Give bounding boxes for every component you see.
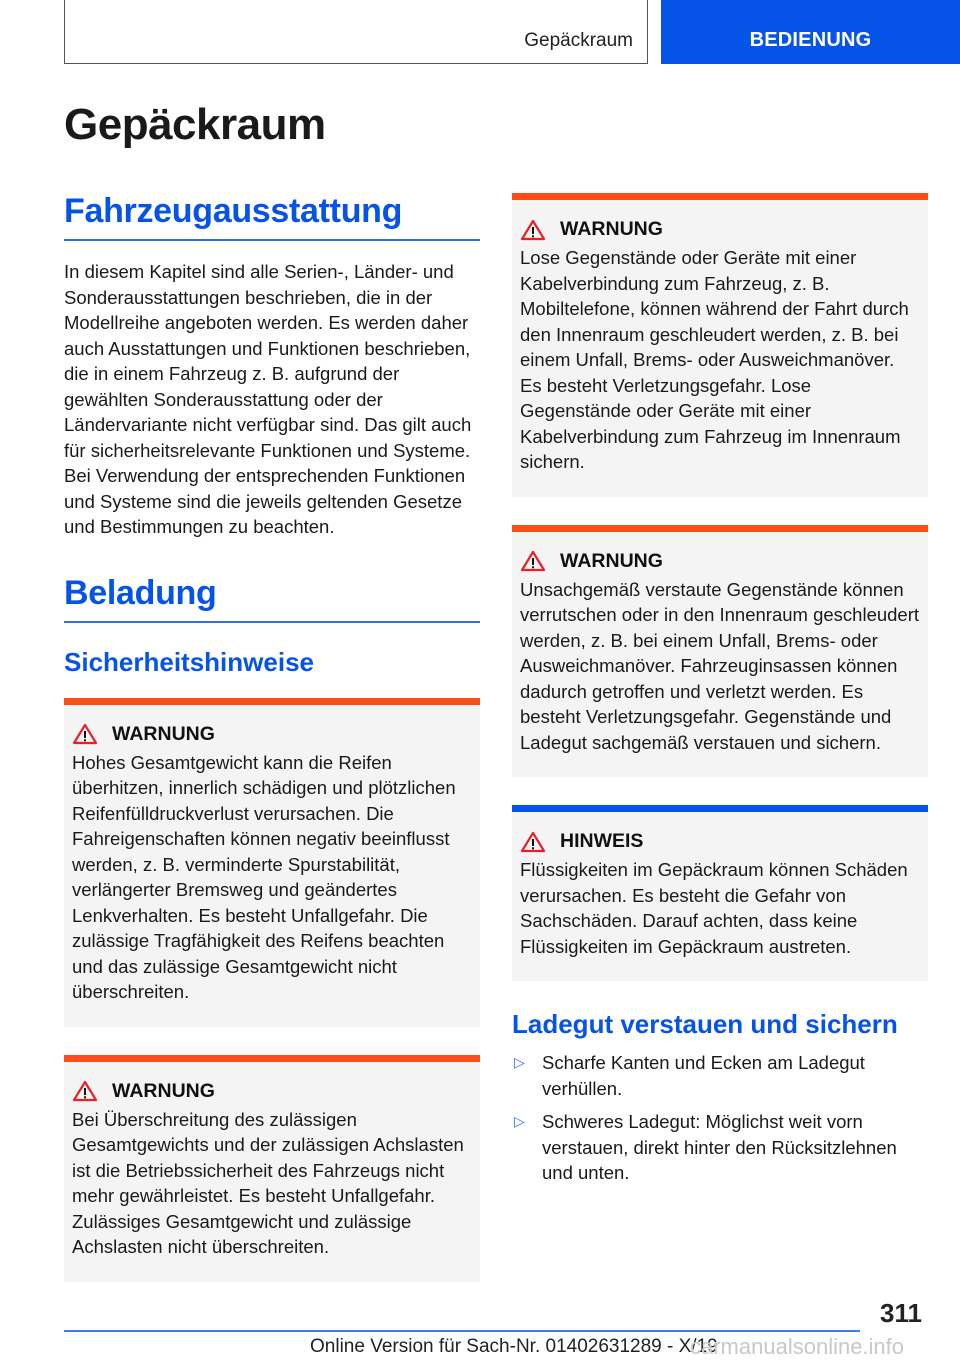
left-column [64, 192, 480, 1282]
warning-text: Hohes Gesamtgewicht kann die Reifen überhitzen, innerlich schädigen und plötzlichen Reifenfülldruckverlust verursachen. Die Fahreigenschaften können negativ beeinflusst werden, z. B. verminderte Spurstabilität, verlängerter Bremsweg und geändertes Lenkverhalten. Es besteht Unfallgefahr. Die zulässige Tragfähigkeit des Reifens beachten und das zulässige Gesamtgewicht nicht überschreiten. [72, 751, 456, 1002]
heading-sicherheitshinweise: Sicherheitshinweise [64, 646, 314, 677]
warning-triangle-icon [72, 1080, 98, 1102]
warning-triangle-icon [520, 550, 546, 572]
footer-text: Online Version für Sach-Nr. 01402631289 - X/19 [310, 1336, 718, 1357]
list-item-text: Scharfe Kanten und Ecken am Ladegut verhüllen. [542, 1052, 865, 1099]
warning-title: WARNUNG [112, 722, 215, 745]
warning-box [64, 698, 480, 1027]
notice-box [512, 805, 928, 981]
header-section-label: Gepäckraum [524, 30, 633, 51]
list-item-text: Schweres Ladegut: Möglichst weit vorn verstauen, direkt hinter den Rücksitzlehnen und unten. [542, 1111, 897, 1183]
bullet-triangle-icon: ▷ [514, 1054, 525, 1070]
warning-box [64, 1055, 480, 1282]
notice-text: Flüssigkeiten im Gepäckraum können Schäden verursachen. Es besteht die Gefahr von Sachschäden. Darauf achten, dass keine Flüssigkeiten im Gepäckraum austreten. [520, 859, 908, 957]
warning-text: Unsachgemäß verstaute Gegenstände können verrutschen oder in den Innenraum geschleudert werden, z. B. bei einem Unfall, Brems- oder Ausweichmanöver. Fahrzeuginsassen können dadurch getroffen und verletzt werden. Es besteht Verletzungsgefahr. Gegenstände und Ladegut sachgemäß verstauen und sichern. [520, 578, 920, 753]
header-chapter-tab [661, 0, 960, 64]
list-item [512, 1050, 928, 1101]
footer-divider [64, 1330, 860, 1332]
heading-ladegut: Ladegut verstauen und sichern [512, 1009, 898, 1039]
page-number: 311 [880, 1298, 922, 1328]
right-column [512, 193, 928, 1194]
warning-triangle-icon [72, 723, 98, 745]
heading-beladung: Beladung [64, 574, 480, 623]
fahrzeugausstattung-text: In diesem Kapitel sind alle Serien-, Länder- und Sonderausstattungen beschrieben, die in der Modellreihe angeboten werden. Es werden daher auch Ausstattungen und Funktionen beschrieben, die in einem Fahrzeug z. B. aufgrund der gewählten Sonderausstattung oder der Ländervariante nicht verfügbar sind. Das gilt auch für sicherheitsrelevante Funktionen und Systeme. Bei Verwendung der entsprechenden Funktionen und Systeme sind die jeweils geltenden Gesetze und Bestimmungen zu beachten. [64, 261, 472, 537]
list-item [512, 1109, 928, 1186]
heading-fahrzeugausstattung: Fahrzeugausstattung [64, 192, 480, 241]
warning-title: WARNUNG [560, 218, 663, 240]
warning-text: Bei Überschreitung des zulässigen Gesamtgewichts und der zulässigen Achslasten ist die Betriebssicherheit des Fahrzeugs nicht mehr gewährleistet. Es besteht Unfallgefahr. Zulässiges Gesamtgewicht und zulässige Achslasten nicht überschreiten. [72, 1108, 464, 1257]
header-section-tab [64, 0, 648, 64]
warning-text: Lose Gegenstände oder Geräte mit einer Kabelverbindung zum Fahrzeug, z. B. Mobiltelefone, können während der Fahrt durch den Innenraum geschleudert werden, z. B. bei einem Unfall, Brems- oder Ausweichmanöver. Es besteht Verletzungsgefahr. Lose Gegenstände oder Geräte mit einer Kabelverbindung zum Fahrzeug im Innenraum sichern. [520, 247, 909, 472]
warning-triangle-icon [520, 219, 546, 241]
warning-title: WARNUNG [560, 549, 663, 572]
notice-title: HINWEIS [560, 830, 644, 852]
watermark: carmanualsonline.info [690, 1334, 905, 1359]
page-title: Gepäckraum [64, 100, 326, 149]
bullet-triangle-icon: ▷ [514, 1113, 525, 1129]
warning-title: WARNUNG [112, 1079, 215, 1102]
warning-triangle-icon [520, 831, 546, 853]
header-chapter-label: BEDIENUNG [749, 29, 872, 51]
warning-box [512, 193, 928, 497]
warning-box [512, 525, 928, 778]
